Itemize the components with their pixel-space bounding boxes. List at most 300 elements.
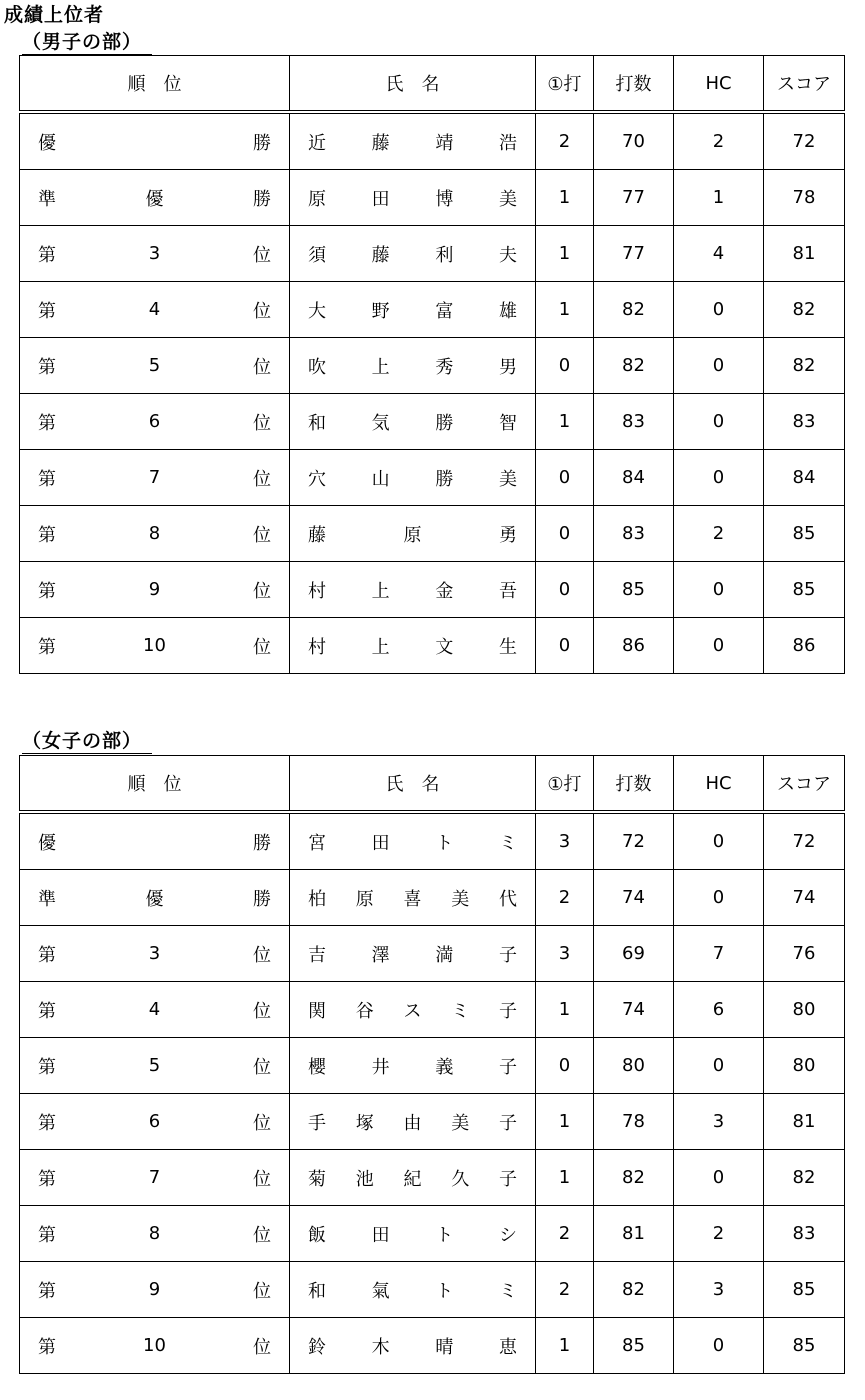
strokes-cell: 82 — [594, 282, 674, 338]
table-row — [20, 338, 845, 394]
rank-cell — [20, 338, 290, 394]
score-cell: 82 — [764, 282, 845, 338]
name-cell-char: ミ — [498, 1280, 517, 1302]
strokes-cell: 69 — [594, 926, 674, 982]
table-row — [20, 1038, 845, 1094]
name-cell-char: 浩 — [498, 132, 517, 154]
rank-cell-char: 位 — [252, 580, 271, 602]
rank-cell — [20, 1150, 290, 1206]
score-cell: 82 — [764, 1150, 845, 1206]
hc-cell: 1 — [674, 170, 764, 226]
name-cell-char: 山 — [371, 468, 390, 490]
name-cell-char: 鈴 — [308, 1336, 326, 1358]
name-cell-char: 村 — [308, 580, 326, 602]
rank-cell — [20, 812, 290, 870]
name-cell-char: 野 — [371, 300, 390, 322]
rank-cell-char: 8 — [148, 1223, 161, 1244]
table-row — [20, 870, 845, 926]
name-cell-char: 子 — [499, 1168, 517, 1190]
section-title-women: （女子の部） — [22, 729, 152, 754]
name-cell-char: 池 — [355, 1168, 374, 1190]
strokes-cell: 74 — [594, 870, 674, 926]
hc-cell: 0 — [674, 394, 764, 450]
hc-cell: 0 — [674, 450, 764, 506]
name-cell-char: 利 — [435, 244, 454, 266]
rank-cell-char: 6 — [148, 411, 161, 432]
rank-cell — [20, 618, 290, 674]
name-cell-char: 吹 — [308, 356, 326, 378]
name-cell-char: 飯 — [308, 1224, 326, 1246]
rank-cell — [20, 1206, 290, 1262]
name-cell-char: 大 — [308, 300, 326, 322]
strokes-cell: 81 — [594, 1206, 674, 1262]
name-cell-char: ス — [403, 1000, 422, 1022]
first-stroke-cell: 0 — [536, 338, 594, 394]
rank-cell-char: 第 — [38, 1000, 56, 1022]
name-cell-char: ト — [435, 832, 454, 854]
name-cell-char: 気 — [371, 412, 390, 434]
first-stroke-cell: 0 — [536, 450, 594, 506]
rank-cell-char: 第 — [38, 244, 56, 266]
section-title-men: （男子の部） — [22, 30, 152, 55]
name-cell-char: 原 — [355, 888, 374, 910]
rank-cell-char: 位 — [252, 1280, 271, 1302]
first-stroke-cell: 1 — [536, 1318, 594, 1374]
name-cell-char: 藤 — [371, 132, 390, 154]
rank-cell-char: 5 — [148, 355, 161, 376]
first-stroke-cell: 1 — [536, 170, 594, 226]
header-strokes: 打数 — [594, 56, 674, 113]
name-cell-char: 晴 — [435, 1336, 454, 1358]
strokes-cell: 86 — [594, 618, 674, 674]
rank-cell — [20, 282, 290, 338]
hc-cell: 2 — [674, 112, 764, 170]
name-cell — [290, 1206, 536, 1262]
name-cell — [290, 1094, 536, 1150]
name-cell-char: 谷 — [355, 1000, 374, 1022]
rank-cell-char: 第 — [38, 636, 56, 658]
rank-cell-char: 優 — [145, 888, 164, 910]
rank-cell — [20, 870, 290, 926]
strokes-cell: 77 — [594, 170, 674, 226]
score-cell: 78 — [764, 170, 845, 226]
rank-cell-char: 勝 — [253, 188, 271, 210]
table-row — [20, 450, 845, 506]
header-score: スコア — [764, 56, 845, 113]
name-cell-char: 恵 — [498, 1336, 517, 1358]
score-cell: 80 — [764, 1038, 845, 1094]
rank-cell-char: 位 — [252, 244, 271, 266]
rank-cell-char: 優 — [38, 132, 56, 154]
rank-cell-char: 第 — [38, 1112, 56, 1134]
hc-cell: 0 — [674, 1318, 764, 1374]
rank-cell-char: 10 — [143, 1335, 166, 1356]
name-cell-char: 手 — [308, 1112, 326, 1134]
rank-cell-char: 第 — [38, 468, 56, 490]
rank-cell-char: 4 — [148, 999, 161, 1020]
rank-cell-char: 8 — [148, 523, 161, 544]
score-cell: 86 — [764, 618, 845, 674]
first-stroke-cell: 1 — [536, 1150, 594, 1206]
name-cell-char: ト — [435, 1224, 454, 1246]
first-stroke-cell: 1 — [536, 282, 594, 338]
score-cell: 81 — [764, 1094, 845, 1150]
name-cell-char: 和 — [308, 412, 326, 434]
name-cell — [290, 338, 536, 394]
first-stroke-cell: 1 — [536, 226, 594, 282]
rank-cell — [20, 226, 290, 282]
table-row — [20, 1094, 845, 1150]
rank-cell-char: 3 — [148, 943, 161, 964]
table-header-row — [20, 56, 845, 113]
name-cell-char: 久 — [451, 1168, 470, 1190]
name-cell-char: 関 — [308, 1000, 326, 1022]
name-cell — [290, 812, 536, 870]
name-cell-char: 田 — [371, 832, 390, 854]
hc-cell: 6 — [674, 982, 764, 1038]
first-stroke-cell: 2 — [536, 112, 594, 170]
hc-cell: 3 — [674, 1262, 764, 1318]
hc-cell: 3 — [674, 1094, 764, 1150]
name-cell-char: 由 — [403, 1112, 422, 1134]
rank-cell-char: 位 — [252, 468, 271, 490]
first-stroke-cell: 2 — [536, 1206, 594, 1262]
name-cell-char: 上 — [371, 580, 390, 602]
name-cell-char: 穴 — [308, 468, 326, 490]
rank-cell-char: 5 — [148, 1055, 161, 1076]
first-stroke-cell: 0 — [536, 506, 594, 562]
name-cell — [290, 982, 536, 1038]
name-cell-char: 紀 — [403, 1168, 422, 1190]
name-cell-char: 美 — [498, 468, 517, 490]
name-cell-char: 夫 — [498, 244, 517, 266]
name-cell — [290, 112, 536, 170]
rank-cell — [20, 506, 290, 562]
results-table-men — [19, 55, 845, 674]
name-cell-char: 櫻 — [308, 1056, 326, 1078]
table-row — [20, 618, 845, 674]
name-cell-char: 子 — [498, 944, 517, 966]
table-row — [20, 1150, 845, 1206]
table-body — [20, 112, 845, 674]
name-cell-char: 澤 — [371, 944, 390, 966]
rank-cell-char: 勝 — [253, 832, 271, 854]
header-first-stroke: ①打 — [536, 756, 594, 813]
name-cell — [290, 1318, 536, 1374]
name-cell — [290, 1150, 536, 1206]
name-cell — [290, 870, 536, 926]
hc-cell: 2 — [674, 506, 764, 562]
rank-cell-char: 位 — [252, 1168, 271, 1190]
rank-cell-char: 9 — [148, 1279, 161, 1300]
table-row — [20, 926, 845, 982]
header-strokes: 打数 — [594, 756, 674, 813]
strokes-cell: 77 — [594, 226, 674, 282]
strokes-cell: 85 — [594, 1318, 674, 1374]
header-first-stroke: ①打 — [536, 56, 594, 113]
score-cell: 74 — [764, 870, 845, 926]
name-cell-char: 代 — [499, 888, 517, 910]
rank-cell-char: 3 — [148, 243, 161, 264]
score-cell: 72 — [764, 112, 845, 170]
rank-cell-char: 10 — [143, 635, 166, 656]
name-cell — [290, 170, 536, 226]
rank-cell — [20, 450, 290, 506]
rank-cell — [20, 926, 290, 982]
rank-cell-char: 第 — [38, 1336, 56, 1358]
table-row — [20, 1262, 845, 1318]
name-cell-char: 上 — [371, 356, 390, 378]
name-cell — [290, 1262, 536, 1318]
first-stroke-cell: 3 — [536, 926, 594, 982]
name-cell-char: 勝 — [435, 412, 454, 434]
name-cell — [290, 926, 536, 982]
rank-cell — [20, 1094, 290, 1150]
rank-cell-char: 9 — [148, 579, 161, 600]
rank-cell-char: 第 — [38, 300, 56, 322]
rank-cell-char: 第 — [38, 580, 56, 602]
strokes-cell: 84 — [594, 450, 674, 506]
name-cell — [290, 506, 536, 562]
hc-cell: 0 — [674, 282, 764, 338]
name-cell-char: 田 — [371, 188, 390, 210]
name-cell-char: 子 — [499, 1000, 517, 1022]
name-cell-char: 雄 — [498, 300, 517, 322]
name-cell-char: 菊 — [308, 1168, 326, 1190]
score-cell: 85 — [764, 562, 845, 618]
rank-cell-char: 位 — [252, 300, 271, 322]
name-cell — [290, 282, 536, 338]
rank-cell-char: 位 — [252, 412, 271, 434]
name-cell-char: 満 — [435, 944, 454, 966]
name-cell-char: 原 — [308, 188, 326, 210]
hc-cell: 7 — [674, 926, 764, 982]
header-rank: 順 位 — [20, 756, 290, 813]
name-cell-char: 子 — [498, 1056, 517, 1078]
table-row — [20, 562, 845, 618]
name-cell-char: 須 — [308, 244, 326, 266]
score-cell: 83 — [764, 394, 845, 450]
name-cell — [290, 394, 536, 450]
name-cell — [290, 1038, 536, 1094]
rank-cell — [20, 1038, 290, 1094]
name-cell-char: 美 — [451, 1112, 470, 1134]
strokes-cell: 78 — [594, 1094, 674, 1150]
first-stroke-cell: 1 — [536, 1094, 594, 1150]
hc-cell: 2 — [674, 1206, 764, 1262]
strokes-cell: 80 — [594, 1038, 674, 1094]
rank-cell-char: 第 — [38, 1056, 56, 1078]
rank-cell-char: 第 — [38, 944, 56, 966]
rank-cell-char: 位 — [253, 1336, 271, 1358]
name-cell-char: 男 — [498, 356, 517, 378]
first-stroke-cell: 0 — [536, 562, 594, 618]
rank-cell-char: 勝 — [253, 132, 271, 154]
hc-cell: 4 — [674, 226, 764, 282]
score-cell: 80 — [764, 982, 845, 1038]
first-stroke-cell: 2 — [536, 1262, 594, 1318]
rank-cell-char: 6 — [148, 1111, 161, 1132]
strokes-cell: 85 — [594, 562, 674, 618]
name-cell-char: 金 — [435, 580, 454, 602]
name-cell-char: 智 — [498, 412, 517, 434]
first-stroke-cell: 3 — [536, 812, 594, 870]
header-hc: HC — [674, 756, 764, 813]
rank-cell — [20, 1262, 290, 1318]
score-cell: 83 — [764, 1206, 845, 1262]
name-cell-char: 喜 — [403, 888, 422, 910]
name-cell-char: 氣 — [371, 1280, 390, 1302]
name-cell-char: 田 — [371, 1224, 390, 1246]
first-stroke-cell: 1 — [536, 394, 594, 450]
score-cell: 76 — [764, 926, 845, 982]
hc-cell: 0 — [674, 1150, 764, 1206]
first-stroke-cell: 0 — [536, 1038, 594, 1094]
rank-cell — [20, 982, 290, 1038]
rank-cell-char: 位 — [252, 524, 271, 546]
strokes-cell: 82 — [594, 1150, 674, 1206]
rank-cell-char: 第 — [38, 524, 56, 546]
name-cell — [290, 618, 536, 674]
name-cell-char: 吉 — [308, 944, 326, 966]
name-cell-char: ミ — [451, 1000, 470, 1022]
name-cell-char: 塚 — [355, 1112, 374, 1134]
hc-cell: 0 — [674, 618, 764, 674]
rank-cell-char: 位 — [253, 636, 271, 658]
rank-cell-char: 準 — [38, 888, 56, 910]
strokes-cell: 82 — [594, 1262, 674, 1318]
score-cell: 85 — [764, 1262, 845, 1318]
hc-cell: 0 — [674, 1038, 764, 1094]
score-cell: 85 — [764, 1318, 845, 1374]
hc-cell: 0 — [674, 562, 764, 618]
table-header-row — [20, 756, 845, 813]
score-cell: 84 — [764, 450, 845, 506]
table-row — [20, 506, 845, 562]
name-cell-char: 井 — [371, 1056, 390, 1078]
rank-cell-char: 位 — [252, 1056, 271, 1078]
rank-cell-char: 勝 — [253, 888, 271, 910]
rank-cell-char: 準 — [38, 188, 56, 210]
strokes-cell: 82 — [594, 338, 674, 394]
name-cell-char: 勇 — [499, 524, 517, 546]
strokes-cell: 74 — [594, 982, 674, 1038]
rank-cell-char: 7 — [148, 467, 161, 488]
name-cell — [290, 562, 536, 618]
first-stroke-cell: 0 — [536, 618, 594, 674]
rank-cell-char: 位 — [252, 1224, 271, 1246]
rank-cell-char: 第 — [38, 1224, 56, 1246]
name-cell — [290, 226, 536, 282]
name-cell-char: 生 — [498, 636, 517, 658]
table-body — [20, 812, 845, 1374]
rank-cell-char: 7 — [148, 1167, 161, 1188]
rank-cell-char: 位 — [252, 1000, 271, 1022]
strokes-cell: 83 — [594, 394, 674, 450]
first-stroke-cell: 2 — [536, 870, 594, 926]
score-cell: 82 — [764, 338, 845, 394]
name-cell-char: 富 — [435, 300, 454, 322]
score-cell: 85 — [764, 506, 845, 562]
hc-cell: 0 — [674, 338, 764, 394]
name-cell-char: 和 — [308, 1280, 326, 1302]
rank-cell — [20, 562, 290, 618]
rank-cell — [20, 112, 290, 170]
name-cell-char: シ — [498, 1224, 517, 1246]
rank-cell-char: 位 — [252, 1112, 271, 1134]
page-title: 成績上位者 — [4, 4, 105, 26]
rank-cell — [20, 394, 290, 450]
name-cell-char: ト — [435, 1280, 454, 1302]
name-cell-char: ミ — [498, 832, 517, 854]
name-cell-char: 美 — [451, 888, 470, 910]
table-row — [20, 1206, 845, 1262]
name-cell-char: 藤 — [308, 524, 326, 546]
name-cell-char: 村 — [308, 636, 326, 658]
rank-cell-char: 位 — [252, 356, 271, 378]
name-cell — [290, 450, 536, 506]
rank-cell-char: 第 — [38, 412, 56, 434]
rank-cell — [20, 1318, 290, 1374]
name-cell-char: 靖 — [435, 132, 454, 154]
strokes-cell: 70 — [594, 112, 674, 170]
rank-cell-char: 優 — [145, 188, 164, 210]
rank-cell-char: 第 — [38, 1280, 56, 1302]
header-name: 氏 名 — [290, 756, 536, 813]
table-row — [20, 982, 845, 1038]
name-cell-char: 博 — [435, 188, 454, 210]
table-row — [20, 112, 845, 170]
table-row — [20, 226, 845, 282]
rank-cell-char: 4 — [148, 299, 161, 320]
name-cell-char: 原 — [403, 524, 422, 546]
table-row — [20, 170, 845, 226]
name-cell-char: 宮 — [308, 832, 326, 854]
rank-cell-char: 位 — [252, 944, 271, 966]
first-stroke-cell: 1 — [536, 982, 594, 1038]
name-cell-char: 柏 — [308, 888, 326, 910]
name-cell-char: 勝 — [435, 468, 454, 490]
header-rank: 順 位 — [20, 56, 290, 113]
name-cell-char: 木 — [371, 1336, 390, 1358]
header-name: 氏 名 — [290, 56, 536, 113]
table-row — [20, 282, 845, 338]
strokes-cell: 72 — [594, 812, 674, 870]
header-hc: HC — [674, 56, 764, 113]
name-cell-char: 義 — [435, 1056, 454, 1078]
rank-cell-char: 第 — [38, 1168, 56, 1190]
name-cell-char: 上 — [371, 636, 390, 658]
name-cell-char: 文 — [435, 636, 454, 658]
hc-cell: 0 — [674, 812, 764, 870]
rank-cell-char: 優 — [38, 832, 56, 854]
hc-cell: 0 — [674, 870, 764, 926]
name-cell-char: 藤 — [371, 244, 390, 266]
name-cell-char: 美 — [498, 188, 517, 210]
name-cell-char: 近 — [308, 132, 326, 154]
results-table-women — [19, 755, 845, 1374]
name-cell-char: 秀 — [435, 356, 454, 378]
strokes-cell: 83 — [594, 506, 674, 562]
table-row — [20, 394, 845, 450]
table-row — [20, 812, 845, 870]
name-cell-char: 子 — [499, 1112, 517, 1134]
table-row — [20, 1318, 845, 1374]
rank-cell-char: 第 — [38, 356, 56, 378]
rank-cell — [20, 170, 290, 226]
score-cell: 72 — [764, 812, 845, 870]
header-score: スコア — [764, 756, 845, 813]
